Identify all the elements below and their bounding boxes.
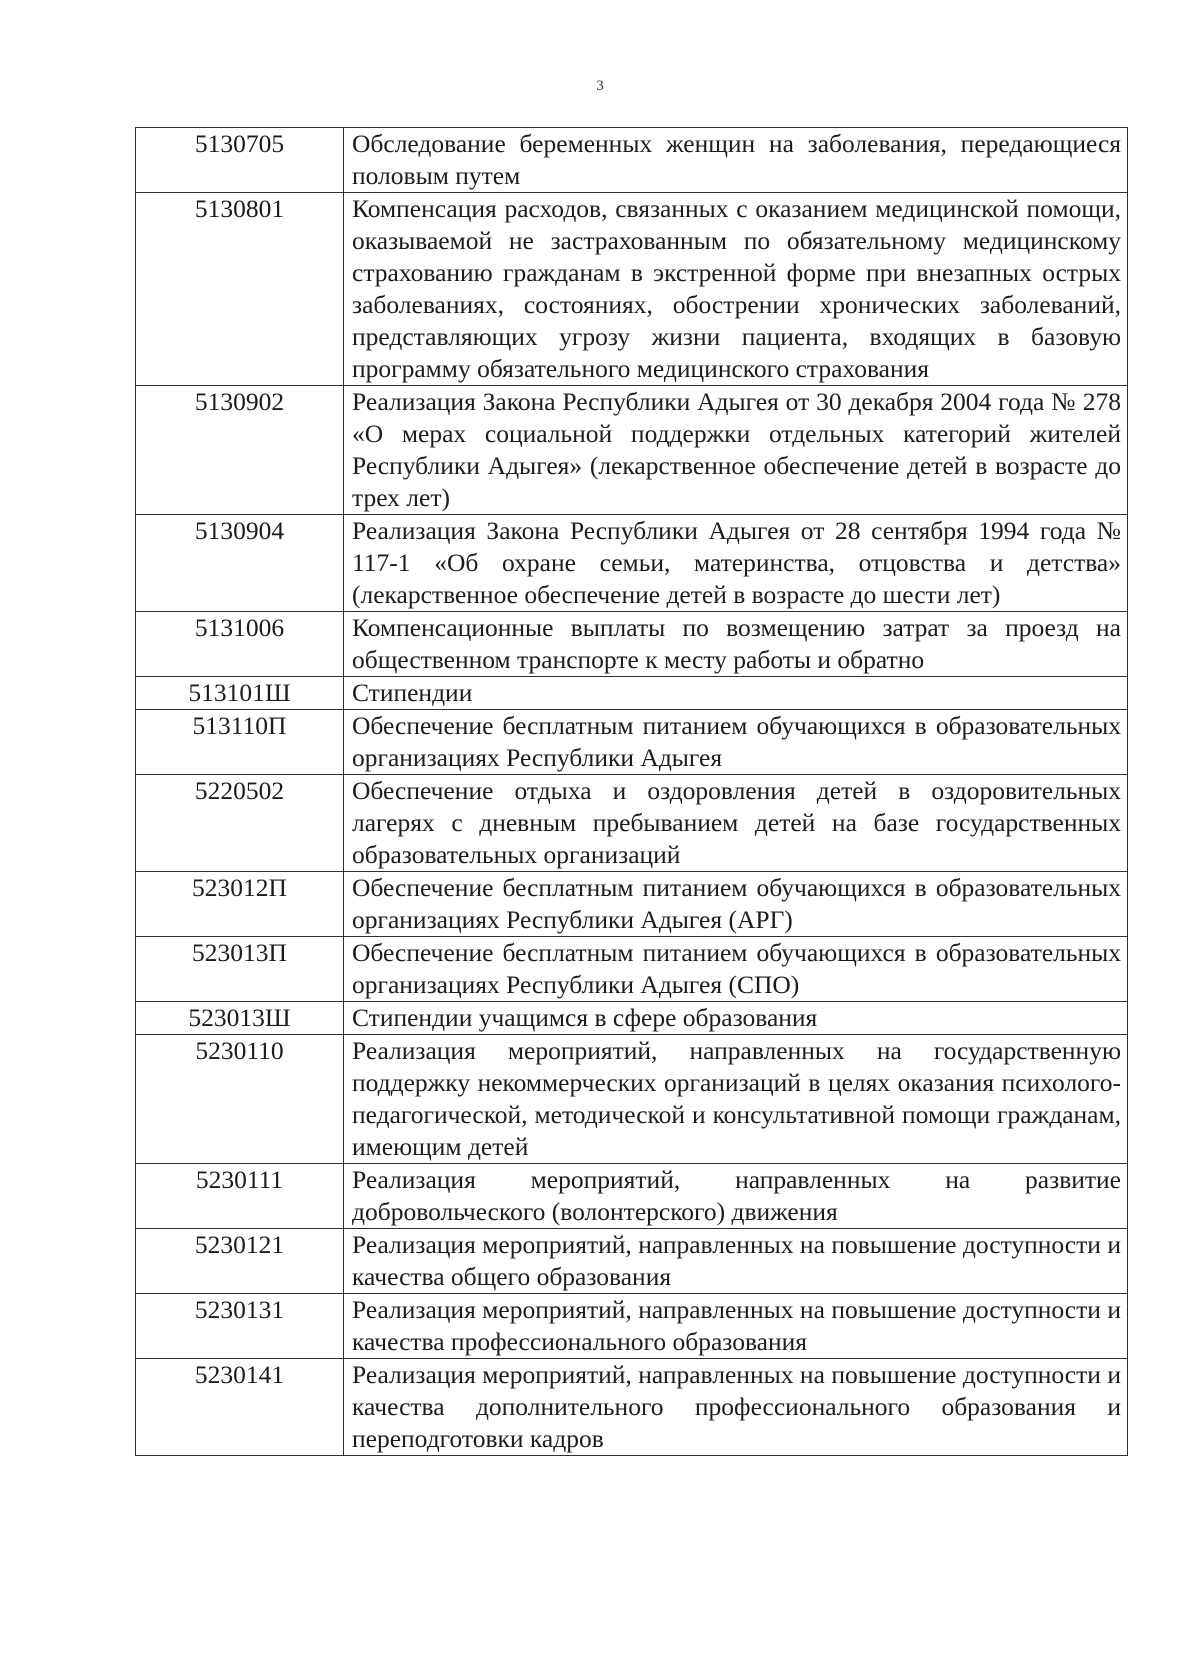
code-cell: 5230121	[136, 1229, 344, 1294]
description-cell: Стипендии	[344, 677, 1128, 710]
description-cell: Компенсационные выплаты по возмещению затрат за проезд на общественном транспорте к месту работы и обратно	[344, 612, 1128, 677]
code-cell: 5230141	[136, 1359, 344, 1456]
table-row	[136, 1002, 1128, 1035]
code-cell: 5130902	[136, 386, 344, 515]
description-cell: Обеспечение бесплатным питанием обучающихся в образовательных организациях Республики Адыгея (АРГ)	[344, 872, 1128, 937]
description-cell: Обеспечение бесплатным питанием обучающихся в образовательных организациях Республики Адыгея	[344, 710, 1128, 775]
code-cell: 5230111	[136, 1164, 344, 1229]
table-row	[136, 775, 1128, 872]
budget-code-table	[135, 127, 1128, 1456]
description-cell: Реализация мероприятий, направленных на повышение доступности и качества общего образования	[344, 1229, 1128, 1294]
table-row	[136, 386, 1128, 515]
description-cell: Обследование беременных женщин на заболевания, передающиеся половым путем	[344, 128, 1128, 193]
code-cell: 5130705	[136, 128, 344, 193]
table-row	[136, 677, 1128, 710]
code-cell: 513101Ш	[136, 677, 344, 710]
code-cell: 5220502	[136, 775, 344, 872]
table-row	[136, 1229, 1128, 1294]
code-cell: 5131006	[136, 612, 344, 677]
table-row	[136, 1035, 1128, 1164]
table-row	[136, 1164, 1128, 1229]
description-cell: Реализация мероприятий, направленных на повышение доступности и качества дополнительного профессионального образования и переподготовки кадров	[344, 1359, 1128, 1456]
description-cell: Реализация Закона Республики Адыгея от 30 декабря 2004 года № 278 «О мерах социальной поддержки отдельных категорий жителей Республики Адыгея» (лекарственное обеспечение детей в возрасте до трех лет)	[344, 386, 1128, 515]
code-cell: 513110П	[136, 710, 344, 775]
table-row	[136, 193, 1128, 386]
code-cell: 5130904	[136, 515, 344, 612]
table-row	[136, 872, 1128, 937]
table-row	[136, 515, 1128, 612]
description-cell: Компенсация расходов, связанных с оказанием медицинской помощи, оказываемой не застрахованным по обязательному медицинскому страхованию гражданам в экстренной форме при внезапных острых заболеваниях, состояниях, обострении хронических заболеваний, представляющих угрозу жизни пациента, входящих в базовую программу обязательного медицинского страхования	[344, 193, 1128, 386]
page-number: 3	[596, 78, 604, 94]
description-cell: Реализация мероприятий, направленных на государственную поддержку некоммерческих организаций в целях оказания психолого-педагогической, методической и консультативной помощи гражданам, имеющим детей	[344, 1035, 1128, 1164]
description-cell: Обеспечение бесплатным питанием обучающихся в образовательных организациях Республики Адыгея (СПО)	[344, 937, 1128, 1002]
description-cell: Реализация Закона Республики Адыгея от 28 сентября 1994 года № 117-1 «Об охране семьи, материнства, отцовства и детства» (лекарственное обеспечение детей в возрасте до шести лет)	[344, 515, 1128, 612]
table-row	[136, 710, 1128, 775]
description-cell: Обеспечение отдыха и оздоровления детей в оздоровительных лагерях с дневным пребыванием детей на базе государственных образовательных организаций	[344, 775, 1128, 872]
description-cell: Реализация мероприятий, направленных на развитие добровольческого (волонтерского) движения	[344, 1164, 1128, 1229]
code-cell: 523013Ш	[136, 1002, 344, 1035]
table-row	[136, 1294, 1128, 1359]
table-row	[136, 1359, 1128, 1456]
table-row	[136, 612, 1128, 677]
code-cell: 5230110	[136, 1035, 344, 1164]
description-cell: Реализация мероприятий, направленных на повышение доступности и качества профессионального образования	[344, 1294, 1128, 1359]
code-cell: 5230131	[136, 1294, 344, 1359]
description-cell: Стипендии учащимся в сфере образования	[344, 1002, 1128, 1035]
code-cell: 523013П	[136, 937, 344, 1002]
table-row	[136, 128, 1128, 193]
code-cell: 5130801	[136, 193, 344, 386]
code-cell: 523012П	[136, 872, 344, 937]
table-row	[136, 937, 1128, 1002]
